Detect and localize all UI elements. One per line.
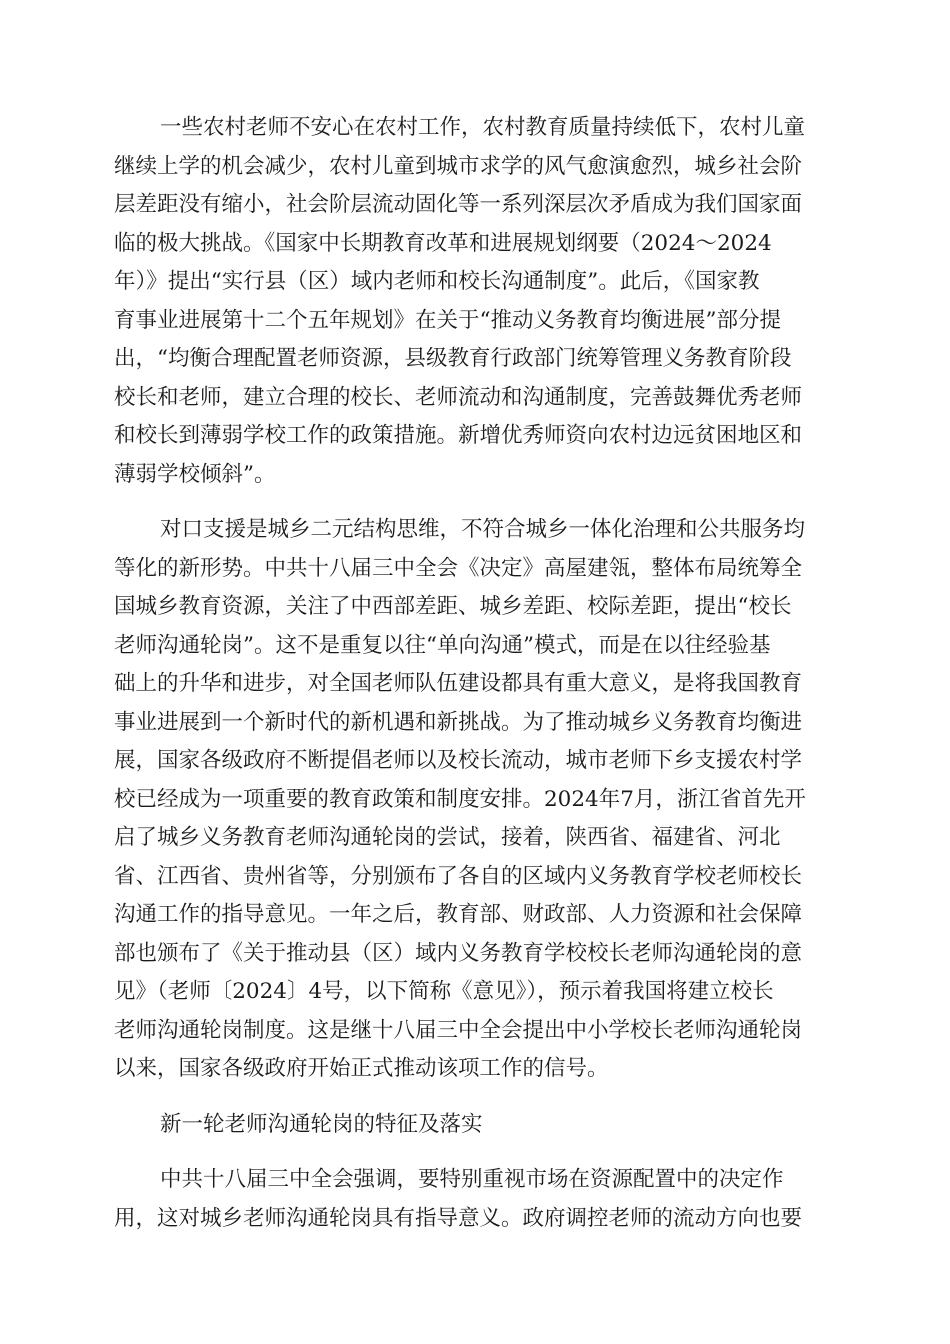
text-line: 老师沟通轮岗”。这不是重复以往“单向沟通”模式，而是在以往经验基 — [114, 632, 771, 658]
text-line: 对口支援是城乡二元结构思维，不符合城乡一体化治理和公共服务均 — [160, 517, 806, 542]
section-heading — [114, 1106, 836, 1145]
paragraph-gap — [114, 1089, 836, 1106]
text-line: 一些农村老师不安心在农村工作，农村教育质量持续低下，农村儿童 — [160, 115, 806, 140]
text-line: 见》（老师〔2024〕4号，以下简称《意见》），预示着我国将建立校长 — [114, 979, 774, 1004]
text-line: 事业进展到一个新时代的新机遇和新挑战。为了推动城乡义务教育均衡进 — [114, 709, 803, 735]
text-line: 层差距没有缩小，社会阶层流动固化等一系列深层次矛盾成为我们国家面 — [114, 192, 803, 217]
document-page — [114, 109, 836, 1238]
text-line: 省、江西省、贵州省等，分别颁布了各自的区域内义务教育学校老师校长 — [114, 863, 803, 889]
text-line: 临的极大挑战。《国家中长期教育改革和进展规划纲要（2024～2024 — [114, 230, 772, 256]
text-line: 老师沟通轮岗制度。这是继十八届三中全会提出中小学校长老师沟通轮岗 — [114, 1017, 803, 1043]
text-line: 展，国家各级政府不断提倡老师以及校长流动，城市老师下乡支援农村学 — [114, 748, 803, 773]
text-line: 础上的升华和进步，对全国老师队伍建设都具有重大意义，是将我国教育 — [114, 671, 803, 696]
text-line: 以来，国家各级政府开始正式推动该项工作的信号。 — [114, 1056, 609, 1081]
paragraph-1 — [114, 109, 836, 494]
text-line: 沟通工作的指导意见。一年之后，教育部、财政部、人力资源和社会保障 — [114, 902, 803, 927]
paragraph-2 — [114, 511, 836, 1089]
text-line: 国城乡教育资源，关注了中西部差距、城乡差距、校际差距，提出“校长 — [114, 594, 792, 619]
text-line: 育事业进展第十二个五年规划》在关于“推动义务教育均衡进展”部分提 — [114, 307, 781, 333]
text-line: 继续上学的机会减少，农村儿童到城市求学的风气愈演愈烈，城乡社会阶 — [114, 153, 803, 179]
text-line: 中共十八届三中全会强调，要特别重视市场在资源配置中的决定作 — [160, 1167, 784, 1192]
text-line: 新一轮老师沟通轮岗的特征及落实 — [160, 1111, 483, 1137]
paragraph-4 — [114, 1161, 836, 1238]
paragraph-gap — [114, 494, 836, 511]
text-line: 部也颁布了《关于推动县（区）域内义务教育学校校长老师沟通轮岗的意 — [114, 940, 803, 966]
paragraph-gap — [114, 1144, 836, 1161]
text-line: 和校长到薄弱学校工作的政策措施。新增优秀师资向农村边远贫困地区和 — [114, 423, 803, 448]
text-line: 校长和老师，建立合理的校长、老师流动和沟通制度，完善鼓舞优秀老师 — [114, 384, 803, 410]
text-line: 用，这对城乡老师沟通轮岗具有指导意义。政府调控老师的流动方向也要 — [114, 1205, 803, 1231]
text-line: 薄弱学校倾斜”。 — [114, 461, 276, 487]
text-line: 等化的新形势。中共十八届三中全会《决定》高屋建瓴，整体布局统筹全 — [114, 555, 803, 581]
text-line: 年）》提出“实行县（区）域内老师和校长沟通制度”。此后，《国家教 — [114, 269, 760, 294]
text-line: 启了城乡义务教育老师沟通轮岗的尝试，接着，陕西省、福建省、河北 — [114, 825, 781, 850]
text-line: 出，“均衡合理配置老师资源，县级教育行政部门统筹管理义务教育阶段 — [114, 346, 792, 371]
text-line: 校已经成为一项重要的教育政策和制度安排。2024年7月，浙江省首先开 — [114, 786, 806, 812]
